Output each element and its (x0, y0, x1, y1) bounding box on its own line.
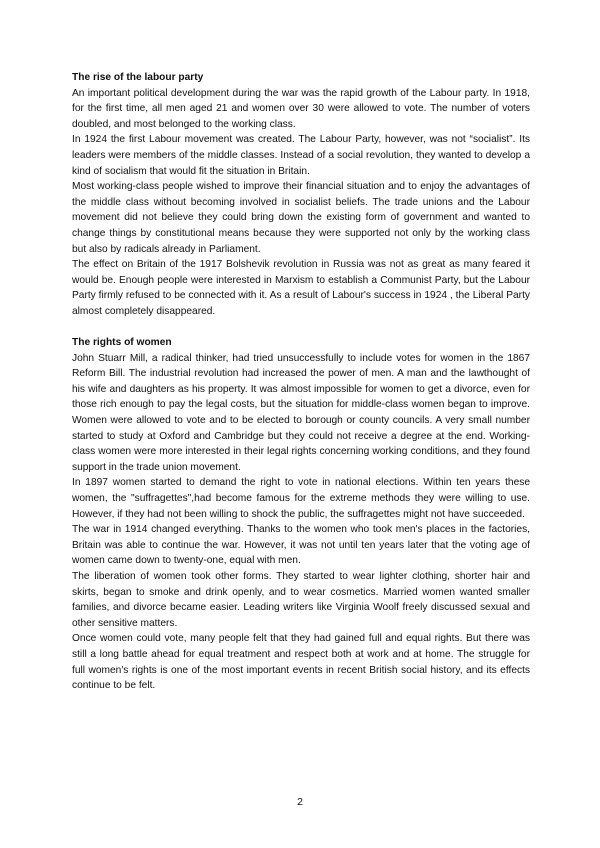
section-heading-labour-party: The rise of the labour party (72, 72, 204, 83)
paragraph: Once women could vote, many people felt that they had gained full and equal rights. But there was still a long battle ahead for equal treatment and respect both at work and at home. The struggle for full women's rights is one of the most important events in recent British social history, and its effects continue to be felt. (72, 633, 530, 692)
paragraph: In 1897 women started to demand the right to vote in national elections. Within ten years these women, the "suffragettes",had become famous for the extreme methods they were willing to use. However, if they had not been willing to shock the public, the suffragettes might not have succeeded. (72, 477, 530, 520)
section-heading-rights-of-women: The rights of women (72, 337, 172, 349)
paragraph: The liberation of women took other forms. They started to wear lighter clothing, shorter hair and skirts, began to smoke and drink openly, and to wear cosmetics. Married women wanted smaller families, and divorce became easier. Leading writers like Virginia Woolf freely discussed sexual and other sensitive matters. (72, 571, 530, 629)
section-spacer (72, 320, 530, 336)
paragraph: Most working-class people wished to improve their financial situation and to enjoy the advantages of the middle class without becoming involved in socialist beliefs. The trade unions and the Labour movement did not believe they could bring down the existing form of government and wanted to change things by constitutional means because they were supported not only by the working class but also by radicals already in Parliament. (72, 181, 530, 255)
paragraph: John Stuarr Mill, a radical thinker, had tried unsuccessfully to include votes for women in the 1867 Reform Bill. The industrial revolution had increased the power of men. A man and the lawthought of his wife and daughters as his property. It was almost impossible for women to get a divorce, even for those rich enough to pay the legal costs, but the situation for middle-class women began to improve. Women were allowed to vote and to be elected to borough or county councils. A very small number started to study at Oxford and Cambridge but they could not receive a degree at the end. Working-class women were more interested in their legal rights concerning working conditions, and they found support in the trade union movement. (72, 352, 530, 473)
page-number: 2 (297, 796, 303, 808)
document-body (72, 70, 530, 694)
paragraph: The effect on Britain of the 1917 Bolshevik revolution in Russia was not as great as many feared it would be. Enough people were interested in Marxism to establish a Communist Party, but the Labour Party firmly refused to be connected with it. As a result of Labour's success in 1924 , the Liberal Party almost completely disappeared. (72, 259, 530, 317)
paragraph: In 1924 the first Labour movement was created. The Labour Party, however, was not “socialist”. Its leaders were members of the middle classes. Instead of a social revolution, they wanted to develop a kind of socialism that would fit the situation in Britain. (72, 134, 530, 177)
paragraph: An important political development during the war was the rapid growth of the Labour party. In 1918, for the first time, all men aged 21 and women over 30 were allowed to vote. The number of voters doubled, and most belonged to the working class. (72, 87, 530, 130)
paragraph: The war in 1914 changed everything. Thanks to the women who took men's places in the factories, Britain was able to continue the war. However, it was not until ten years later that the voting age of women came down to twenty-one, equal with men. (72, 524, 530, 567)
